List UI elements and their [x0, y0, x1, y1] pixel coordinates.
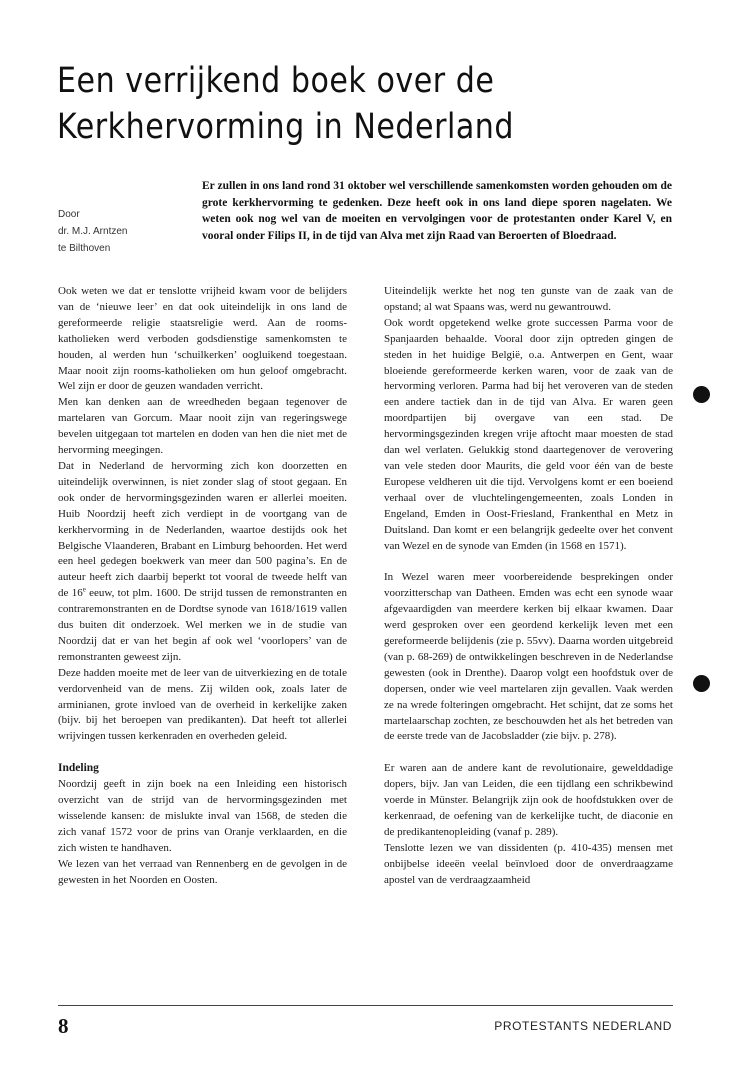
- page-number: 8: [58, 1014, 69, 1038]
- article-title: [57, 58, 607, 150]
- title-line-2: Kerkhervorming in Nederland: [57, 107, 515, 147]
- paragraph: Noordzij geeft in zijn boek na een Inleiding een historisch overzicht van de strijd van de hervormingsgezinden met wisselende kansen: de mislukte inval van 1568, de steden die zich vanaf 1572 voor de prins van Oranje verklaarden, en die zich wisten te handhaven.: [58, 778, 347, 854]
- paragraph: [58, 459, 347, 666]
- paragraph: Uiteindelijk werkte het nog ten gunste van de zaak van de opstand; al wat Spaans was, werd nu gewantrouwd.: [384, 285, 673, 313]
- section-heading: Indeling: [58, 762, 99, 775]
- byline-prefix: Door: [58, 209, 80, 220]
- lead-paragraph: Er zullen in ons land rond 31 oktober wel verschillende samenkomsten worden gehouden om de grote kerkhervorming te gedenken. Deze heeft ook in ons land diepe sporen nagelaten. We weten ook nog wel van de moeiten en vervolgingen voor de protestanten onder Karel V, en vooral onder Filips II, in de tijd van Alva met zijn Raad van Beroerten of Bloedraad.: [202, 180, 672, 242]
- punch-hole: [693, 386, 710, 403]
- paragraph: Ook weten we dat er tenslotte vrijheid kwam voor de belijders van de ‘nieuwe leer’ en dat ook uiteindelijk in ons land de gereformeerde religie staatsreligie werd. Aan de rooms-katholieken werd verboden godsdienstige samenkomsten te houden, al werden hun ‘schuilkerken’ oogluikend toegestaan. Maar nooit zijn rooms-katholieken om hun geloof omgebracht. Wel zijn er door de geuzen wandaden verricht.: [58, 285, 347, 393]
- superscript: e: [82, 585, 86, 594]
- punch-hole: [693, 675, 710, 692]
- paragraph: Men kan denken aan de wreedheden begaan tegenover de martelaren van Gorcum. Maar nooit zijn van regeringswege bevelen uitgegaan tot martelen en doden van hen die niet met de hervorming meegingen.: [58, 396, 347, 457]
- byline-location: te Bilthoven: [58, 243, 111, 254]
- paragraph: Deze hadden moeite met de leer van de uitverkiezing en de totale verdorvenheid van de mens. Zij wilden ook, zoals later de arminianen, grote invloed van de overheid in kerkelijke zaken (bijv. bij het beroepen van predikanten). Dat heeft tot allerlei wrijvingen tussen kerkenraden en overheden geleid.: [58, 666, 347, 743]
- paragraph-text: eeuw, tot plm. 1600. De strijd tussen de remonstranten en contraremonstranten en de Dordtse synode van 1618/1619 vallen dus buiten dit onderzoek. Wel merken we in de studie van Noordzij dat er van het begin af ook wel ‘voorlopers’ van de remonstranten geweest zijn.: [58, 587, 347, 663]
- left-column: [58, 284, 347, 889]
- paragraph: Tenslotte lezen we van dissidenten (p. 410-435) mensen met onbijbelse ideeën veelal beïnvloed door de onverdraagzame apostel van de verdraagzaamheid: [384, 841, 673, 886]
- right-column: [384, 284, 673, 889]
- byline: [58, 206, 158, 257]
- paragraph: In Wezel waren meer voorbereidende besprekingen onder voorzitterschap van Datheen. Emden was echt een synode waar afgevaardigden van meerdere kerken bij elkaar kwamen. Daar werd gesproken over een geordend kerkelijk leven met een gereformeerde belijdenis (zie p. 55vv). Daarna worden uitgebreid (van p. 68-269) de ontwikkelingen beschreven in de Nederlandse gewesten (ook in Drenthe). Daarop volgt een hoofdstuk over de dopersen, onder wie veel martelaren zijn gevallen. Vaak werden ze na wrede folteringen omgebracht. Het schijnt, dat ze soms het martelaarschap zochten, ze beschouwden het als het betreden van de eerste trede van de Jacobsladder (zie bijv. p. 278).: [384, 571, 673, 743]
- paragraph: Ook wordt opgetekend welke grote successen Parma voor de Spanjaarden behaalde. Vooral door zijn optreden gingen de steden in het huidige België, o.a. Antwerpen en Gent, waar bloeiende gereformeerde kerken waren, voor de zaak van de hervorming verloren. Parma had bij het veroveren van de steden een andere tactiek dan in de tijd van Alva. Er waren geen moordpartijen bij overgave van een stad. De hervormingsgezinden kregen vrije aftocht maar moesten de stad dan wel verlaten. Gelukkig stond daartegenover de verovering van vele steden door Maurits, die geld voor één van de beste Europese veldheren uit die tijd. Vervolgens komt er een boeiend verhaal over de vluchtelingengemeenten, zoals Londen in Engeland, Emden in Oost-Friesland, Frankenthal en Metz in Duitsland. Dan komt er een belangrijk gedeelte over het convent van Wezel en de synode van Emden (in 1568 en 1571).: [384, 316, 673, 552]
- paragraph-text: Dat in Nederland de hervorming zich kon doorzetten en uiteindelijk overwinnen, is niet zonder slag of stoot gegaan. En ook onder de hervormingsgezinden waren er allerlei moeiten. Huib Noordzij heeft zich verdiept in de voortgang van de kerkhervorming in de Nederlanden, waartoe destijds ook het Belgische Vlaanderen, Brabant en Limburg behoorden. Het werd een heel gedegen boekwerk van meer dan 500 pagina’s. En de auteur heeft zich daarbij beperkt tot vooral de tweede helft van de 16: [58, 459, 347, 600]
- byline-author: dr. M.J. Arntzen: [58, 226, 128, 237]
- paragraph: We lezen van het verraad van Rennenberg en de gevolgen in de gewesten in het Noorden en Oosten.: [58, 857, 347, 886]
- publication-name: PROTESTANTS NEDERLAND: [494, 1019, 672, 1033]
- title-line-1: Een verrijkend boek over de: [57, 61, 495, 101]
- footer-divider: [58, 1005, 673, 1006]
- paragraph: Er waren aan de andere kant de revolutionaire, gewelddadige dopers, bijv. Jan van Leiden, die een tijdlang een schrikbewind voerde in Münster. Belangrijk zijn ook de hoofdstukken over de kerkenraad, de oefening van de kerkelijke tucht, de diaconie en de predikantenopleiding (vanaf p. 289).: [384, 762, 673, 838]
